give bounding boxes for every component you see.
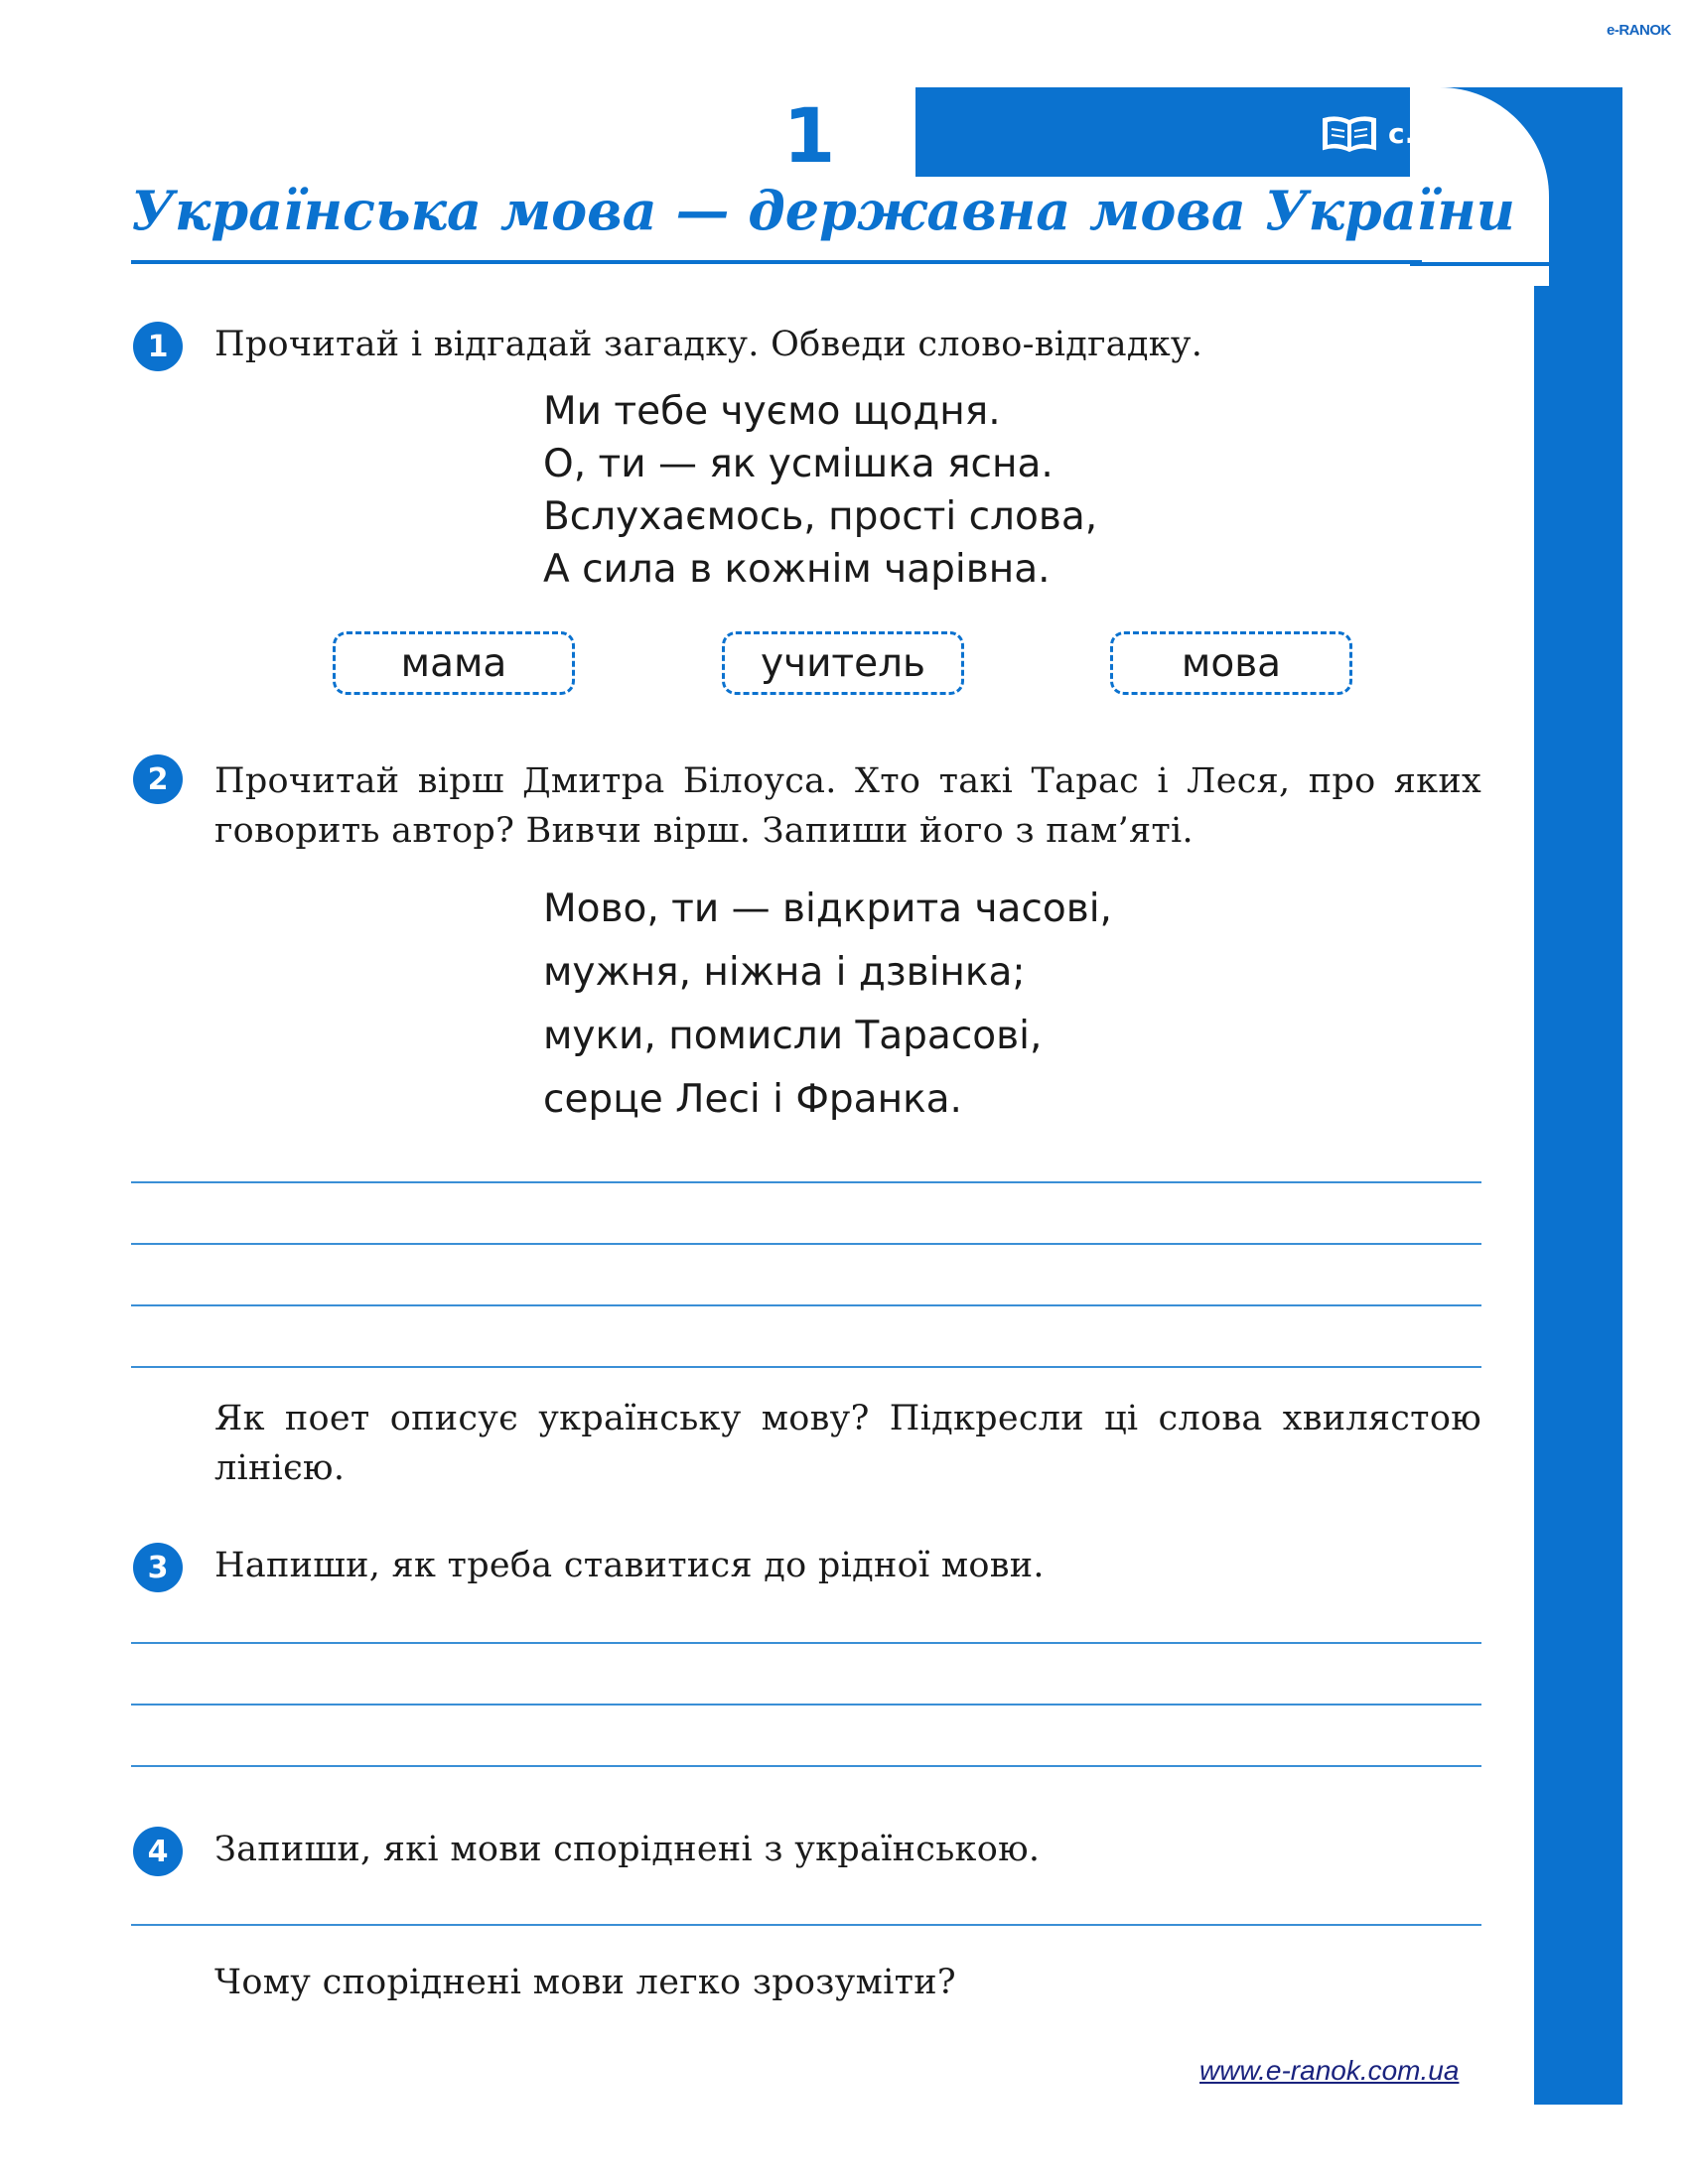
- riddle-line: А сила в кожнім чарівна.: [543, 547, 1051, 592]
- riddle-line: О, ти — як усмішка ясна.: [543, 442, 1054, 486]
- poem-line: муки, помисли Тарасові,: [543, 1014, 1043, 1058]
- answer-choice-uchytel[interactable]: учитель: [722, 631, 964, 695]
- task-3-instruction: Напиши, як треба ставитися до рідної мови.: [214, 1546, 1045, 1585]
- writing-line[interactable]: [131, 1704, 1481, 1706]
- poem-line: Мово, ти — відкрита часові,: [543, 887, 1112, 931]
- task-4-number: 4: [133, 1827, 183, 1876]
- writing-line[interactable]: [131, 1304, 1481, 1306]
- writing-line[interactable]: [131, 1924, 1481, 1926]
- website-link[interactable]: www.e-ranok.com.ua: [1199, 2055, 1460, 2086]
- publisher-logo: [1607, 22, 1671, 39]
- writing-line[interactable]: [131, 1765, 1481, 1767]
- writing-line[interactable]: [131, 1181, 1481, 1183]
- open-book-icon: [1321, 113, 1378, 153]
- riddle-line: Вслухаємось, прості слова,: [543, 494, 1098, 539]
- task-1-number: 1: [133, 322, 183, 371]
- page-reference: [1321, 113, 1477, 153]
- poem-line: мужня, ніжна і дзвінка;: [543, 950, 1026, 995]
- writing-line[interactable]: [131, 1642, 1481, 1644]
- task-1-instruction: Прочитай і відгадай загадку. Обведи слово-відгадку.: [214, 325, 1203, 364]
- lesson-number: 1: [782, 91, 836, 180]
- task-2-followup: Як поет описує українську мову? Підкресли ці слова хвилястою лінією.: [214, 1399, 1481, 1488]
- side-band: [1534, 87, 1622, 2105]
- header-band-rule: [1410, 262, 1622, 266]
- title-rule: [131, 260, 1422, 264]
- writing-line[interactable]: [131, 1243, 1481, 1245]
- answer-choice-mama[interactable]: мама: [333, 631, 575, 695]
- task-2-instruction: Прочитай вірш Дмитра Білоуса. Хто такі Тарас і Леся, про яких говорить автор? Вивчи вірш. Запиши його з пам’яті.: [214, 761, 1481, 851]
- lesson-title: Українська мова — державна мова України: [131, 179, 1515, 242]
- task-3-number: 3: [133, 1543, 183, 1592]
- task-4-followup: Чому споріднені мови легко зрозуміти?: [214, 1963, 956, 2002]
- answer-choice-mova[interactable]: мова: [1110, 631, 1352, 695]
- poem-text: [543, 878, 1112, 1132]
- riddle-text: [543, 385, 1097, 596]
- page-reference-text: с. 4–5: [1388, 116, 1477, 150]
- poem-line: серце Лесі і Франка.: [543, 1077, 962, 1122]
- riddle-line: Ми тебе чуємо щодня.: [543, 389, 1001, 434]
- writing-line[interactable]: [131, 1366, 1481, 1368]
- task-4-instruction: Запиши, які мови споріднені з українською.: [214, 1830, 1041, 1869]
- publisher-logo-text: e-RANOK: [1607, 22, 1671, 39]
- task-2-number: 2: [133, 754, 183, 804]
